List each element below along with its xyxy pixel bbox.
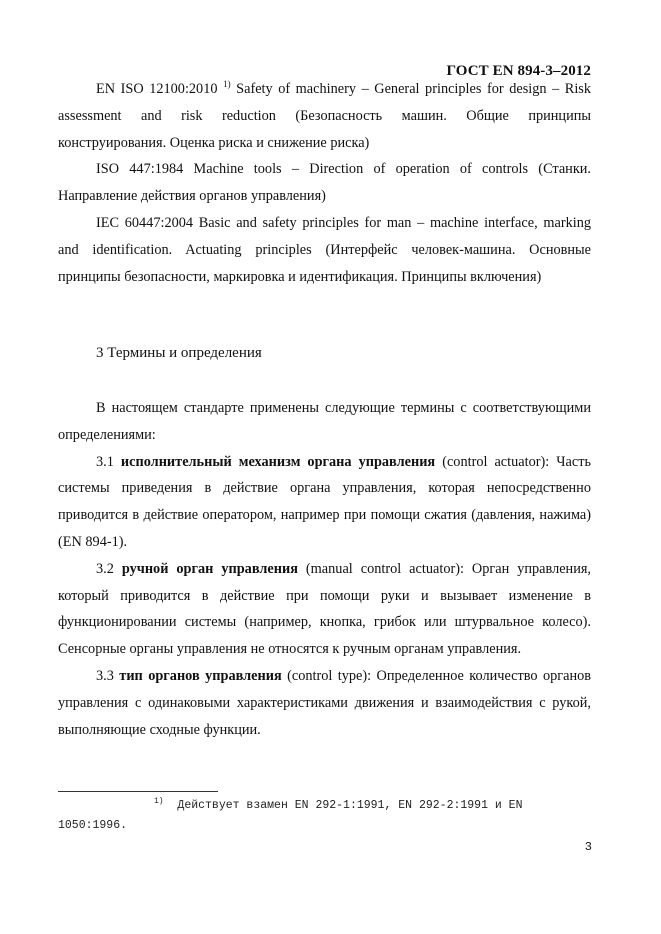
footnote bbox=[58, 796, 592, 836]
definition-term: тип органов управления bbox=[119, 667, 282, 684]
definition-item bbox=[58, 663, 591, 743]
reference-code: IEC 60447:2004 bbox=[96, 214, 194, 231]
definition-number: 3.3 bbox=[96, 667, 114, 684]
definition-number: 3.2 bbox=[96, 560, 114, 577]
definition-item bbox=[58, 449, 591, 556]
reference-item bbox=[58, 76, 591, 156]
definition-term: ручной орган управления bbox=[121, 560, 298, 577]
reference-title: Machine tools – Direction of operation of controls (Станки. Направление действия органов управления) bbox=[58, 161, 592, 205]
definition-text: (manual control actuator): Орган управления, который приводится в действие при помощи руки и вызывает изменение в функционировании системы (например, кнопка, грибок или штурвальное колесо). Сенсорные органы управления не относятся к ручным органам управления. bbox=[58, 560, 592, 658]
reference-item bbox=[58, 210, 591, 290]
definition-term: исполнительный механизм органа управления bbox=[120, 453, 436, 470]
definition-text: (control actuator): Часть системы приведения в действие органа управления, которая непосредственно приводится в действие оператором, например при помощи сжатия (давления, нажима) (EN 894-1). bbox=[58, 453, 591, 550]
footnote-mark[interactable]: 1) bbox=[223, 79, 231, 89]
definition-text: (control type): Определенное количество органов управления с одинаковыми характеристиками движения и взаимодействия с рукой, выполняющие сходные функции. bbox=[58, 667, 592, 738]
section-heading: 3 Термины и определения bbox=[96, 345, 262, 361]
definitions-block bbox=[58, 395, 591, 743]
reference-item bbox=[58, 156, 591, 210]
reference-title: Basic and safety principles for man – machine interface, marking and identification. Actuating principles (Интерфейс человек-машина. Основные принципы безопасности, маркировка и идентификация. Принципы включения) bbox=[58, 214, 592, 285]
page-number: 3 bbox=[584, 840, 592, 854]
footnote-separator bbox=[58, 791, 218, 792]
footnote-text: Действует взамен EN 292-1:1991, EN 292-2:1991 и EN 1050:1996. bbox=[58, 799, 523, 832]
footnote-mark: 1) bbox=[154, 797, 164, 806]
normative-references bbox=[58, 76, 591, 290]
document-code-header: ГОСТ EN 894-3–2012 bbox=[446, 63, 591, 79]
definition-number: 3.1 bbox=[96, 453, 114, 470]
reference-code: ISO 447:1984 bbox=[96, 161, 184, 178]
definition-item bbox=[58, 556, 591, 663]
intro-paragraph: В настоящем стандарте применены следующие термины с соответствующими определениями: bbox=[58, 400, 591, 443]
reference-title: Safety of machinery – General principles for design – Risk assessment and risk reduction (Безопасность машин. Общие принципы конструирования. Оценка риска и снижение риска) bbox=[58, 81, 592, 151]
reference-code: EN ISO 12100:2010 bbox=[96, 81, 218, 97]
